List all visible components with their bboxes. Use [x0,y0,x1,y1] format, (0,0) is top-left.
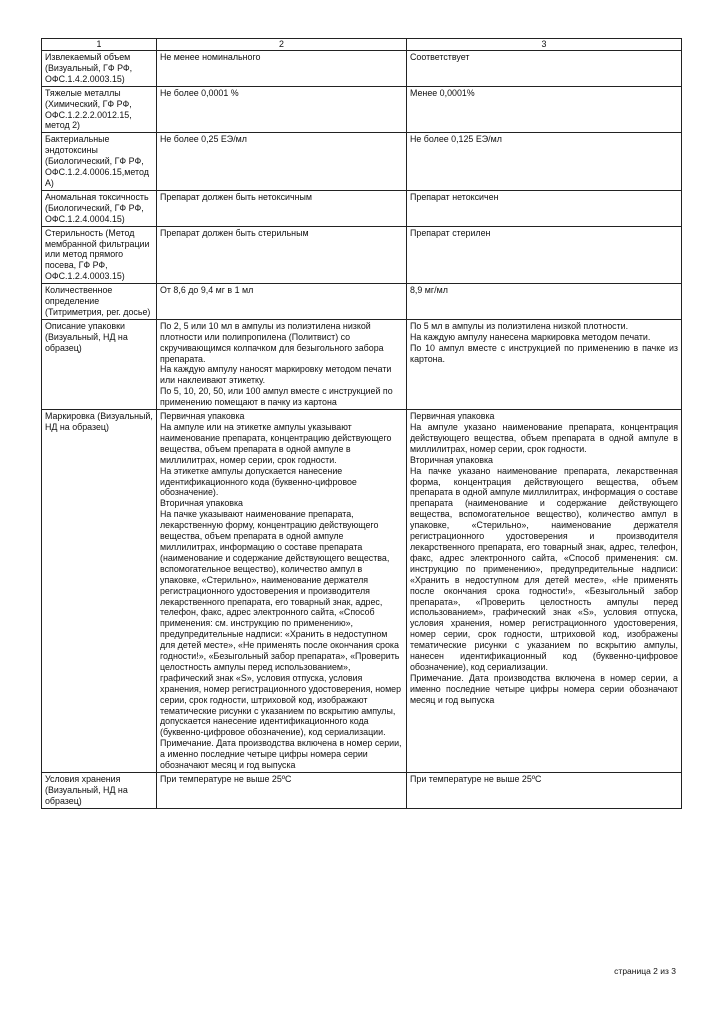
parameter-cell: Аномальная токсичность (Биологический, ГФ РФ, ОФС.1.2.4.0004.15) [42,190,157,226]
table-row [42,410,682,773]
result-cell: По 5 мл в ампулы из полиэтилена низкой плотности. На каждую ампулу нанесена маркировка методом печати. По 10 ампул вместе с инструкцией по применению в пачке из картона. [407,319,682,409]
norm-cell: При температуре не выше 25ºC [157,773,407,809]
parameter-cell: Маркировка (Визуальный, НД на образец) [42,410,157,773]
table-row [42,226,682,284]
result-cell: Соответствует [407,51,682,87]
table-row [42,51,682,87]
parameter-cell: Бактериальные эндотоксины (Биологический, ГФ РФ, ОФС.1.2.4.0006.15,метод А) [42,133,157,191]
result-cell: Первичная упаковка На ампуле указано наименование препарата, концентрация действующего вещества, объем препарата в одной ампуле в миллилитрах, номер серии, срок годности. Вторичная упаковка На пачке указано наименование препарата, лекарственная форма, концентрация действующего вещества, объем препарата в одной ампуле миллилитрах, информация о составе препарата (наименование и содержание действующего вещества, вспомогательное вещество), количество ампул в упаковке, «Стерильно», наименование держателя регистрационного удостоверения и производителя лекарственного препарата, его товарный знак, адрес, телефон, факс, адрес электронного сайта, «Способ применения: см. инструкцию по применению», предупредительные надписи: «Хранить в недоступном для детей месте», «Не применять после окончания срока годности!», «Безыгольный забор препарата», «Проверить целостность ампулы перед использованием», графический знак «S», условия отпуска, условия хранения, номер регистрационного удостоверения, номер серии, срок годности, штриховой код, изображены тематические рисунки с указанием по вскрытию ампулы, нанесен идентификационный код (буквенно-цифровое обозначение), код сериализации. Примечание. Дата производства включена в номер серии, а именно последние четыре цифры номера серии обозначают месяц и год выпуска [407,410,682,773]
result-cell: Препарат стерилен [407,226,682,284]
norm-cell: От 8,6 до 9,4 мг в 1 мл [157,284,407,320]
norm-cell: Препарат должен быть стерильным [157,226,407,284]
table-row [42,86,682,133]
column-header-3: 3 [407,39,682,51]
table-row [42,133,682,191]
result-cell: Не более 0,125 ЕЭ/мл [407,133,682,191]
norm-cell: Препарат должен быть нетоксичным [157,190,407,226]
table-header-row [42,39,682,51]
norm-cell: Не менее номинального [157,51,407,87]
parameter-cell: Тяжелые металлы (Химический, ГФ РФ, ОФС.1.2.2.2.0012.15, метод 2) [42,86,157,133]
column-header-1: 1 [42,39,157,51]
parameter-cell: Извлекаемый объем (Визуальный, ГФ РФ, ОФС.1.4.2.0003.15) [42,51,157,87]
norm-cell: Не более 0,25 ЕЭ/мл [157,133,407,191]
norm-cell: Первичная упаковка На ампуле или на этикетке ампулы указывают наименование препарата, концентрацию действующего вещества, объем препарата в одной ампуле в миллилитрах, номер серии, срок годности. На этикетке ампулы допускается нанесение идентификационного кода (буквенно-цифровое обозначение). Вторичная упаковка На пачке указывают наименование препарата, лекарственную форму, концентрацию действующего вещества, объем препарата в одной ампуле миллилитрах, информацию о составе препарата (наименование и содержание действующего вещества, вспомогательное вещество), количество ампул в упаковке, «Стерильно», наименование держателя регистрационного удостоверения и производителя лекарственного препарата, его товарный знак, адрес, телефон, факс, адрес электронного сайта, «Способ применения: см. инструкцию по применению», предупредительные надписи: «Хранить в недоступном для детей месте», «Не применять после окончания срока годности!», «Безыгольный забор препарата», «Проверить целостность ампулы перед использованием», графический знак «S», условия отпуска, условия хранения, номер регистрационного удостоверения, номер серии, срок годности, штриховой код, изображают тематические рисунки с указанием по вскрытию ампулы, допускается нанесение идентификационного кода (буквенно-цифровое обозначение), код сериализации. Примечание. Дата производства включена в номер серии, а именно последние четыре цифры номера серии обозначают месяц и год выпуска [157,410,407,773]
table-row [42,319,682,409]
table-row [42,190,682,226]
result-cell: 8,9 мг/мл [407,284,682,320]
result-cell: При температуре не выше 25ºC [407,773,682,809]
page-number: страница 2 из 3 [614,966,676,976]
table-row [42,773,682,809]
column-header-2: 2 [157,39,407,51]
result-cell: Препарат нетоксичен [407,190,682,226]
parameter-cell: Количественное определение (Титриметрия, рег. досье) [42,284,157,320]
parameter-cell: Стерильность (Метод мембранной фильтрации или метод прямого посева, ГФ РФ, ОФС.1.2.4.0003.15) [42,226,157,284]
table-row [42,284,682,320]
norm-cell: Не более 0,0001 % [157,86,407,133]
norm-cell: По 2, 5 или 10 мл в ампулы из полиэтилена низкой плотности или полипропилена (Политвист) со скручивающимся колпачком для безыгольного забора препарата. На каждую ампулу наносят маркировку методом печати или наклеивают этикетку. По 5, 10, 20, 50, или 100 ампул вместе с инструкцией по применению помещают в пачку из картона [157,319,407,409]
specification-table [41,38,682,809]
parameter-cell: Описание упаковки (Визуальный, НД на образец) [42,319,157,409]
result-cell: Менее 0,0001% [407,86,682,133]
parameter-cell: Условия хранения (Визуальный, НД на образец) [42,773,157,809]
